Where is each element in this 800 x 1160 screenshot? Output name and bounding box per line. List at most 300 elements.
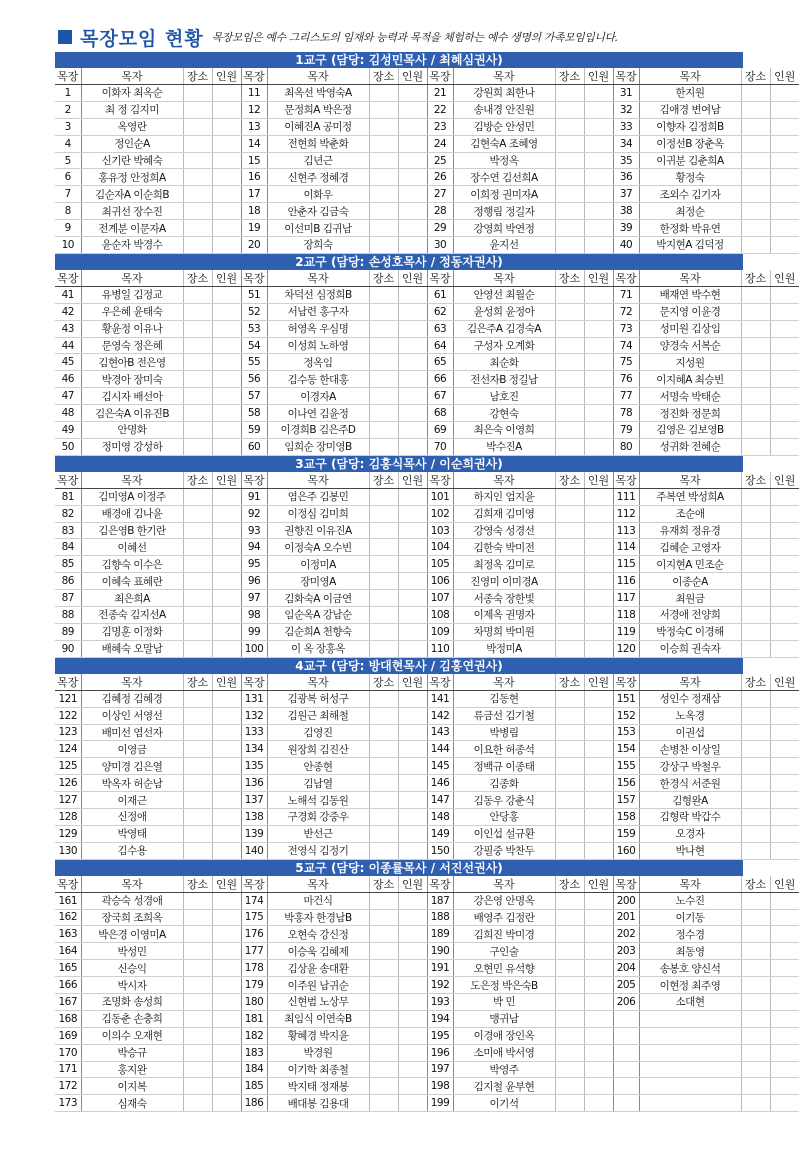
headcount xyxy=(398,943,427,960)
headcount xyxy=(398,85,427,102)
table-row xyxy=(55,522,799,539)
place xyxy=(183,640,212,657)
group-number: 132 xyxy=(241,707,267,724)
place xyxy=(183,909,212,926)
column-header: 목자 xyxy=(639,472,741,489)
leader-names: 최은희A xyxy=(81,590,183,607)
leader-names: 노해석 김동원 xyxy=(267,792,369,809)
headcount xyxy=(212,1027,241,1044)
group-number: 176 xyxy=(241,926,267,943)
leader-names: 황정숙 xyxy=(639,169,741,186)
group-number: 141 xyxy=(427,690,453,707)
leader-names: 오현숙 강신정 xyxy=(267,926,369,943)
headcount xyxy=(770,1044,799,1061)
group-number: 103 xyxy=(427,522,453,539)
group-number: 85 xyxy=(55,556,81,573)
headcount xyxy=(770,573,799,590)
group-number: 147 xyxy=(427,792,453,809)
place xyxy=(183,1078,212,1095)
leader-names: 전선자B 정길남 xyxy=(453,371,555,388)
place xyxy=(555,640,584,657)
headcount xyxy=(398,792,427,809)
place xyxy=(369,842,398,859)
place xyxy=(369,775,398,792)
leader-names: 성귀화 전혜순 xyxy=(639,438,741,455)
place xyxy=(741,707,770,724)
leader-names: 이나연 김윤정 xyxy=(267,405,369,422)
place xyxy=(183,993,212,1010)
district-table xyxy=(55,674,799,860)
place xyxy=(555,892,584,909)
place xyxy=(369,354,398,371)
group-number: 59 xyxy=(241,422,267,439)
headcount xyxy=(584,993,613,1010)
group-number: 76 xyxy=(613,371,639,388)
leader-names: 장수연 김선희A xyxy=(453,169,555,186)
group-number: 148 xyxy=(427,808,453,825)
leader-names: 김남열 xyxy=(267,775,369,792)
leader-names: 김애경 변여남 xyxy=(639,101,741,118)
leader-names: 차명희 박미원 xyxy=(453,623,555,640)
headcount xyxy=(584,203,613,220)
headcount xyxy=(770,286,799,303)
headcount xyxy=(584,892,613,909)
leader-names: 이귀분 김춘희A xyxy=(639,152,741,169)
place xyxy=(369,186,398,203)
group-number: 3 xyxy=(55,118,81,135)
leader-names: 박정옥 xyxy=(453,152,555,169)
group-number: 15 xyxy=(241,152,267,169)
column-header: 인원 xyxy=(584,472,613,489)
headcount xyxy=(584,186,613,203)
place xyxy=(183,186,212,203)
group-number: 13 xyxy=(241,118,267,135)
column-header: 인원 xyxy=(770,68,799,85)
column-header: 목장 xyxy=(427,68,453,85)
column-header: 목장 xyxy=(55,472,81,489)
headcount xyxy=(212,101,241,118)
place xyxy=(741,303,770,320)
place xyxy=(555,1027,584,1044)
leader-names: 양미경 김은열 xyxy=(81,758,183,775)
group-number: 5 xyxy=(55,152,81,169)
table-row xyxy=(55,1027,799,1044)
headcount xyxy=(212,707,241,724)
headcount xyxy=(398,892,427,909)
table-row xyxy=(55,573,799,590)
place xyxy=(741,556,770,573)
headcount xyxy=(770,320,799,337)
table-row xyxy=(55,607,799,624)
leader-names xyxy=(639,1010,741,1027)
place xyxy=(555,135,584,152)
leader-names: 차덕선 심정희B xyxy=(267,286,369,303)
place xyxy=(183,220,212,237)
headcount xyxy=(770,842,799,859)
headcount xyxy=(212,286,241,303)
headcount xyxy=(770,354,799,371)
group-number: 177 xyxy=(241,943,267,960)
group-number: 142 xyxy=(427,707,453,724)
column-header: 목자 xyxy=(267,270,369,287)
headcount xyxy=(398,286,427,303)
headcount xyxy=(398,993,427,1010)
leader-names: 최정순 xyxy=(639,203,741,220)
leader-names: 이지혜A 최승빈 xyxy=(639,371,741,388)
place xyxy=(555,1044,584,1061)
leader-names: 노수진 xyxy=(639,892,741,909)
leader-names: 김동춘 손충희 xyxy=(81,1010,183,1027)
headcount xyxy=(212,152,241,169)
column-header: 인원 xyxy=(212,674,241,691)
group-number: 57 xyxy=(241,388,267,405)
place xyxy=(741,573,770,590)
group-number: 54 xyxy=(241,337,267,354)
leader-names: 김년근 xyxy=(267,152,369,169)
table-row xyxy=(55,775,799,792)
place xyxy=(741,152,770,169)
headcount xyxy=(770,203,799,220)
leader-names: 손병찬 이상일 xyxy=(639,741,741,758)
table-row xyxy=(55,286,799,303)
place xyxy=(183,337,212,354)
leader-names: 전현희 박춘화 xyxy=(267,135,369,152)
leader-names: 김영진 xyxy=(267,724,369,741)
group-number: 90 xyxy=(55,640,81,657)
headcount xyxy=(398,690,427,707)
leader-names: 배혜숙 오말남 xyxy=(81,640,183,657)
group-number: 60 xyxy=(241,438,267,455)
leader-names: 구경회 강중우 xyxy=(267,808,369,825)
group-number: 162 xyxy=(55,909,81,926)
group-number: 46 xyxy=(55,371,81,388)
headcount xyxy=(398,539,427,556)
leader-names: 김향숙 이수은 xyxy=(81,556,183,573)
place xyxy=(741,220,770,237)
group-number: 166 xyxy=(55,977,81,994)
headcount xyxy=(398,1044,427,1061)
group-number: 69 xyxy=(427,422,453,439)
headcount xyxy=(398,909,427,926)
group-number: 7 xyxy=(55,186,81,203)
leader-names: 구성자 오계화 xyxy=(453,337,555,354)
table-row xyxy=(55,303,799,320)
place xyxy=(741,808,770,825)
headcount xyxy=(212,135,241,152)
headcount xyxy=(584,320,613,337)
place xyxy=(183,1044,212,1061)
place xyxy=(741,607,770,624)
place xyxy=(369,405,398,422)
leader-names: 김혜순 고영자 xyxy=(639,539,741,556)
leader-names: 김광복 허성구 xyxy=(267,690,369,707)
leader-names: 박영태 xyxy=(81,825,183,842)
leader-names xyxy=(639,1095,741,1112)
column-header: 인원 xyxy=(770,472,799,489)
group-number: 134 xyxy=(241,741,267,758)
group-number: 61 xyxy=(427,286,453,303)
place xyxy=(183,1010,212,1027)
column-header: 장소 xyxy=(741,68,770,85)
place xyxy=(741,371,770,388)
leader-names: 마건식 xyxy=(267,892,369,909)
group-number: 115 xyxy=(613,556,639,573)
group-number: 68 xyxy=(427,405,453,422)
place xyxy=(555,556,584,573)
group-number: 163 xyxy=(55,926,81,943)
place xyxy=(555,741,584,758)
group-number: 63 xyxy=(427,320,453,337)
district-header-bar: 4교구 (담당: 방대현목사 / 김홍연권사) xyxy=(55,658,743,674)
column-header-row xyxy=(55,876,799,893)
group-number: 110 xyxy=(427,640,453,657)
place xyxy=(741,724,770,741)
group-number: 114 xyxy=(613,539,639,556)
group-number: 99 xyxy=(241,623,267,640)
place xyxy=(555,758,584,775)
table-row xyxy=(55,590,799,607)
place xyxy=(369,909,398,926)
headcount xyxy=(584,741,613,758)
group-number: 6 xyxy=(55,169,81,186)
headcount xyxy=(212,522,241,539)
place xyxy=(741,1078,770,1095)
leader-names: 김현아B 전은영 xyxy=(81,354,183,371)
headcount xyxy=(584,775,613,792)
leader-names: 강영희 박연정 xyxy=(453,220,555,237)
leader-names: 박홍자 한경남B xyxy=(267,909,369,926)
square-bullet-icon xyxy=(58,30,72,44)
table-row xyxy=(55,354,799,371)
group-number: 202 xyxy=(613,926,639,943)
place xyxy=(369,808,398,825)
column-header: 인원 xyxy=(770,674,799,691)
group-number: 83 xyxy=(55,522,81,539)
group-number: 1 xyxy=(55,85,81,102)
group-number: 84 xyxy=(55,539,81,556)
group-number: 120 xyxy=(613,640,639,657)
headcount xyxy=(212,926,241,943)
leader-names: 이종순A xyxy=(639,573,741,590)
group-number: 2 xyxy=(55,101,81,118)
leader-names: 이경희B 김은주D xyxy=(267,422,369,439)
leader-names: 이주원 남귀순 xyxy=(267,977,369,994)
group-number: 70 xyxy=(427,438,453,455)
group-number: 149 xyxy=(427,825,453,842)
leader-names: 안춘자 김금숙 xyxy=(267,203,369,220)
leader-names: 정진화 정문희 xyxy=(639,405,741,422)
column-header: 목자 xyxy=(81,472,183,489)
table-row xyxy=(55,388,799,405)
group-number: 88 xyxy=(55,607,81,624)
headcount xyxy=(584,1061,613,1078)
headcount xyxy=(770,438,799,455)
group-number: 181 xyxy=(241,1010,267,1027)
headcount xyxy=(398,556,427,573)
headcount xyxy=(770,825,799,842)
table-row xyxy=(55,505,799,522)
place xyxy=(555,505,584,522)
column-header: 목장 xyxy=(427,472,453,489)
headcount xyxy=(212,303,241,320)
table-row xyxy=(55,943,799,960)
place xyxy=(183,690,212,707)
place xyxy=(741,320,770,337)
headcount xyxy=(770,909,799,926)
headcount xyxy=(398,825,427,842)
headcount xyxy=(584,101,613,118)
place xyxy=(369,977,398,994)
group-number: 173 xyxy=(55,1095,81,1112)
headcount xyxy=(584,724,613,741)
place xyxy=(741,623,770,640)
place xyxy=(183,438,212,455)
group-number: 170 xyxy=(55,1044,81,1061)
headcount xyxy=(398,505,427,522)
leader-names: 배영주 김정란 xyxy=(453,909,555,926)
headcount xyxy=(398,573,427,590)
group-number: 178 xyxy=(241,960,267,977)
group-number: 179 xyxy=(241,977,267,994)
place xyxy=(183,808,212,825)
leader-names: 김혜정 김혜경 xyxy=(81,690,183,707)
group-number: 124 xyxy=(55,741,81,758)
place xyxy=(183,960,212,977)
place xyxy=(369,539,398,556)
group-number: 190 xyxy=(427,943,453,960)
group-number: 199 xyxy=(427,1095,453,1112)
leader-names: 박성민 xyxy=(81,943,183,960)
headcount xyxy=(398,926,427,943)
headcount xyxy=(212,438,241,455)
leader-names: 김희재 김미영 xyxy=(453,505,555,522)
column-header: 목장 xyxy=(613,472,639,489)
leader-names: 이현정 최주영 xyxy=(639,977,741,994)
group-number: 21 xyxy=(427,85,453,102)
group-number: 161 xyxy=(55,892,81,909)
headcount xyxy=(584,556,613,573)
group-number: 43 xyxy=(55,320,81,337)
table-row xyxy=(55,220,799,237)
headcount xyxy=(398,320,427,337)
column-header: 장소 xyxy=(369,876,398,893)
headcount xyxy=(398,707,427,724)
headcount xyxy=(212,724,241,741)
leader-names: 이요한 허종석 xyxy=(453,741,555,758)
place xyxy=(183,505,212,522)
place xyxy=(555,1078,584,1095)
group-number: 42 xyxy=(55,303,81,320)
group-number: 67 xyxy=(427,388,453,405)
group-number: 105 xyxy=(427,556,453,573)
place xyxy=(183,422,212,439)
place xyxy=(369,505,398,522)
leader-names: 최동영 xyxy=(639,943,741,960)
place xyxy=(369,1027,398,1044)
column-header: 인원 xyxy=(212,270,241,287)
place xyxy=(369,388,398,405)
page-description: 목장모임은 예수 그리스도의 임재와 능력과 목적을 체험하는 예수 생명의 가족모임입니다. xyxy=(211,30,618,44)
headcount xyxy=(398,623,427,640)
group-number: 137 xyxy=(241,792,267,809)
group-number: 206 xyxy=(613,993,639,1010)
leader-names: 옥영란 xyxy=(81,118,183,135)
group-number: 35 xyxy=(613,152,639,169)
headcount xyxy=(770,690,799,707)
leader-names: 최임식 이연숙B xyxy=(267,1010,369,1027)
place xyxy=(555,707,584,724)
headcount xyxy=(770,607,799,624)
leader-names: 한지원 xyxy=(639,85,741,102)
place xyxy=(369,286,398,303)
place xyxy=(369,792,398,809)
table-row xyxy=(55,152,799,169)
place xyxy=(741,842,770,859)
column-header: 장소 xyxy=(555,270,584,287)
headcount xyxy=(770,237,799,254)
headcount xyxy=(212,1078,241,1095)
leader-names: 우은혜 윤태숙 xyxy=(81,303,183,320)
headcount xyxy=(212,85,241,102)
place xyxy=(183,1095,212,1112)
column-header: 목장 xyxy=(241,270,267,287)
headcount xyxy=(584,842,613,859)
group-number: 152 xyxy=(613,707,639,724)
table-row xyxy=(55,707,799,724)
headcount xyxy=(584,169,613,186)
leader-names: 강필중 박찬두 xyxy=(453,842,555,859)
column-header: 목자 xyxy=(639,674,741,691)
group-number: 130 xyxy=(55,842,81,859)
place xyxy=(369,556,398,573)
leader-names: 이권섭 xyxy=(639,724,741,741)
group-number: 49 xyxy=(55,422,81,439)
headcount xyxy=(770,118,799,135)
headcount xyxy=(398,1027,427,1044)
leader-names: 오경자 xyxy=(639,825,741,842)
headcount xyxy=(584,623,613,640)
group-number: 50 xyxy=(55,438,81,455)
leader-names: 이향자 김정희B xyxy=(639,118,741,135)
group-number: 104 xyxy=(427,539,453,556)
group-number: 195 xyxy=(427,1027,453,1044)
place xyxy=(741,690,770,707)
column-header: 장소 xyxy=(555,876,584,893)
district-sections xyxy=(55,52,796,1112)
group-number: 12 xyxy=(241,101,267,118)
table-row xyxy=(55,556,799,573)
group-number: 4 xyxy=(55,135,81,152)
headcount xyxy=(584,977,613,994)
leader-names: 김희진 박미경 xyxy=(453,926,555,943)
group-number: 91 xyxy=(241,488,267,505)
group-number: 203 xyxy=(613,943,639,960)
group-number: 144 xyxy=(427,741,453,758)
leader-names: 박지현A 김덕정 xyxy=(639,237,741,254)
place xyxy=(183,118,212,135)
leader-names: 신정애 xyxy=(81,808,183,825)
group-number: 188 xyxy=(427,909,453,926)
place xyxy=(183,590,212,607)
group-number: 29 xyxy=(427,220,453,237)
group-number: 192 xyxy=(427,977,453,994)
group-number: 72 xyxy=(613,303,639,320)
headcount xyxy=(212,758,241,775)
headcount xyxy=(584,943,613,960)
leader-names: 문지영 이윤경 xyxy=(639,303,741,320)
headcount xyxy=(770,303,799,320)
place xyxy=(183,303,212,320)
